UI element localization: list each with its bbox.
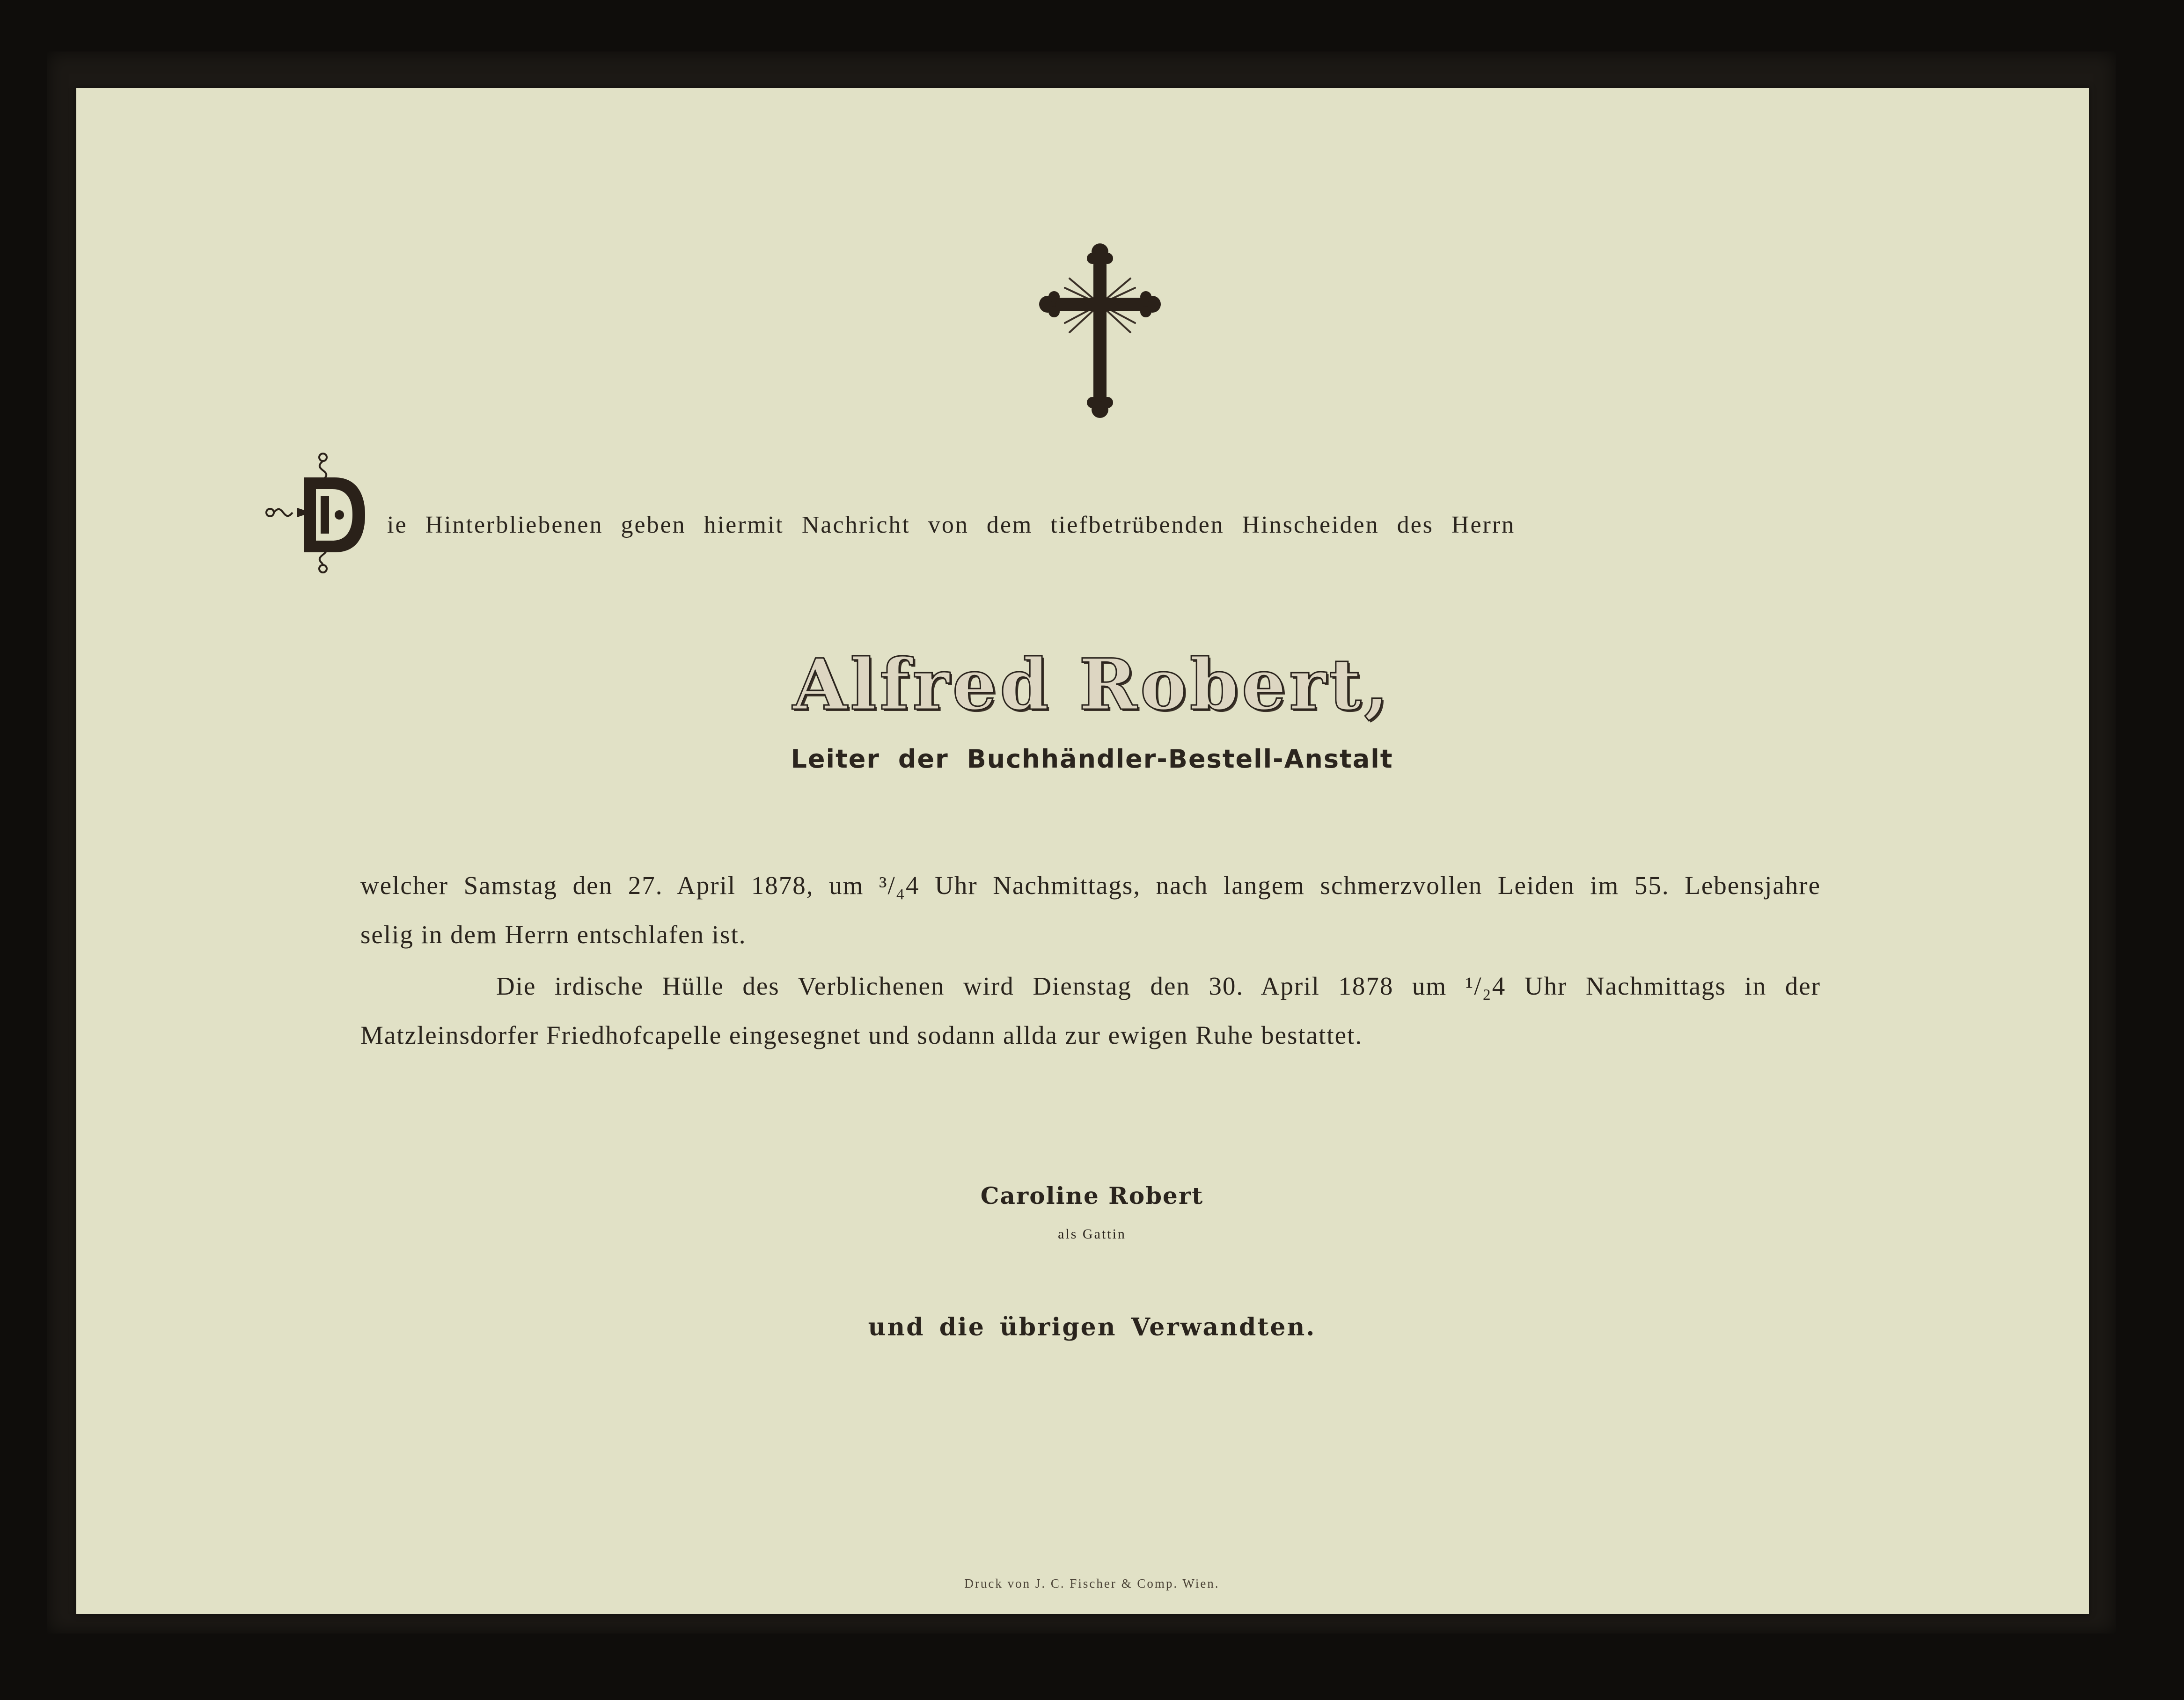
paragraph-1-line-2: selig in dem Herrn entschlafen ist. [360, 920, 747, 949]
relatives-line: und die übrigen Verwandten. [868, 1313, 1316, 1341]
deceased-name: Alfred Robert, [792, 644, 1392, 726]
signatory-name: Caroline Robert [980, 1182, 1204, 1209]
paragraph-2-line-1: Die irdische Hülle des Verblichenen wird Dienstag den 30. April 1878 um ¹/₂4 Uhr Nachmittags in der [496, 972, 1821, 1000]
deceased-position: Leiter der Buchhändler-Bestell-Anstalt [791, 744, 1393, 774]
intro-text: ie Hinterbliebenen geben hiermit Nachricht von dem tiefbetrübenden Hinscheiden des Herrn [387, 512, 1516, 538]
paragraph-2-line-2: Matzleinsdorfer Friedhofcapelle eingesegnet und sodann allda zur ewigen Ruhe bestattet. [360, 1021, 1363, 1049]
signatory-role: als Gattin [1058, 1226, 1126, 1242]
printer-credit: Druck von J. C. Fischer & Comp. Wien. [964, 1576, 1220, 1590]
paragraph-1-line-1: welcher Samstag den 27. April 1878, um ³/₄4 Uhr Nachmittags, nach langem schmerzvollen Leiden im 55. Lebensjahre [360, 871, 1821, 900]
cross-icon [1030, 239, 1170, 426]
ornamental-initial-icon [264, 452, 381, 573]
intro-line [264, 452, 1809, 573]
